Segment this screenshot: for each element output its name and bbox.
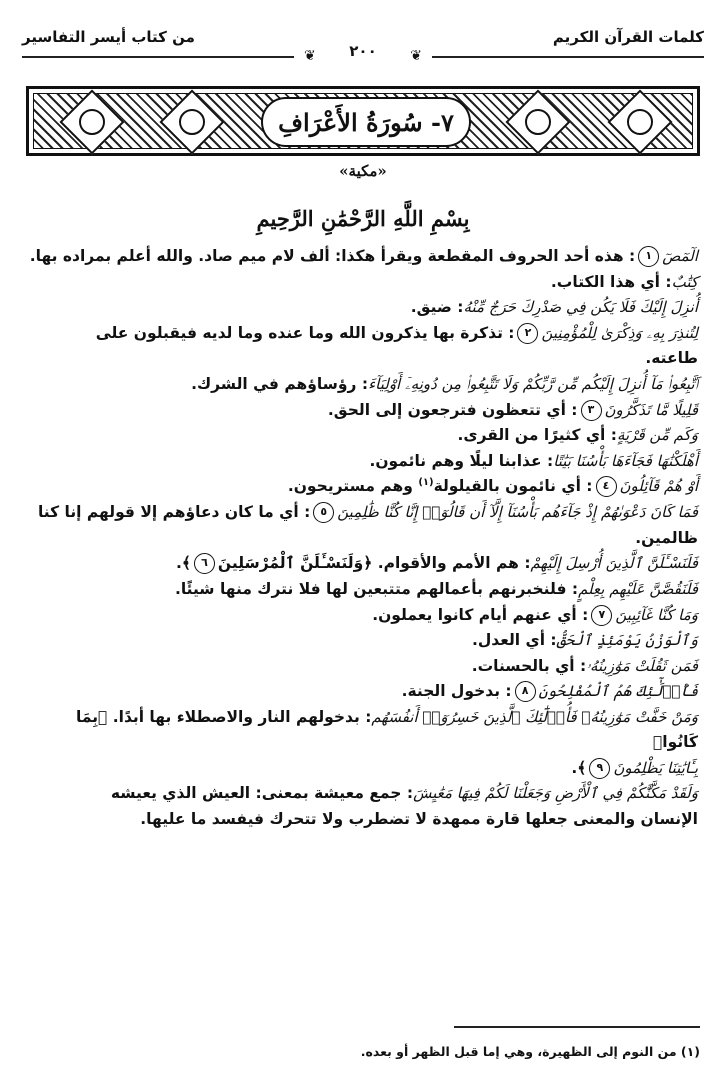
glossary-entry	[26, 398, 698, 423]
explanation-text: : أي بالحسنات.	[471, 656, 587, 675]
verse-quote: كِتَٰبٌ	[671, 272, 698, 291]
glossary-entry	[26, 705, 698, 755]
explanation-text: ﴾.	[175, 554, 191, 573]
explanation-text: ظالمين.	[635, 528, 698, 547]
verse-quote: وَمَا كُنَّا غَآئِبِينَ	[615, 605, 698, 624]
verse-quote: أَهْلَكْنَٰهَا فَجَآءَهَا بَأْسُنَا بَيَٰتًا	[553, 451, 698, 470]
explanation-text: : جمع معيشة بمعنى: العيش الذي يعيشه	[110, 784, 414, 803]
surah-title: ٧- سُورَةُ الأَعْرَافِ	[261, 97, 471, 147]
glossary-entry	[26, 474, 698, 499]
basmala: بِسْمِ اللَّهِ الرَّحْمَٰنِ الرَّحِيمِ	[256, 206, 470, 231]
glossary-entry	[26, 654, 698, 679]
explanation-text: : أي ما كان دعاؤهم إلا قولهم إنا كنا	[37, 503, 311, 522]
page-number: ٢٠٠	[349, 42, 377, 60]
glossary-entry	[26, 270, 698, 295]
explanation-text: ﴾.	[571, 758, 587, 777]
glossary-entry	[26, 807, 698, 832]
explanation-text: : أي عنهم أيام كانوا يعملون.	[372, 605, 589, 624]
footnote-rule	[454, 1026, 700, 1028]
verse-quote: فَمَن ثَقُلَتْ مَوَٰزِينُهُۥ	[586, 656, 698, 675]
explanation-text: : عذابنا ليلًا وهم نائمون.	[369, 451, 554, 470]
explanation-text: وهم مستريحون.	[287, 477, 419, 496]
explanation-text: : بدخولهم النار والاصطلاء بها أبدًا. ﴿بِمَا كَانُوا۟	[76, 707, 698, 752]
explanation-text: : تذكرة بها يذكرون الله وما عنده وما لديه فيقبلون على	[95, 323, 515, 342]
verse-number-icon: ٩	[589, 758, 610, 779]
explanation-text: : فلنخبرنهم بأعمالهم متتبعين لها فلا نترك منها شيئًا.	[174, 579, 579, 598]
surah-type: «مكية»	[339, 162, 387, 180]
verse-quote: لِتُنذِرَ بِهِۦ وَذِكْرَىٰ لِلْمُؤْمِنِينَ	[541, 323, 698, 342]
verse-quote: فَأُو۟لَٰٓئِكَ هُمُ ٱلْمُفْلِحُونَ	[538, 682, 698, 701]
glossary-entry	[26, 526, 698, 551]
explanation-text: : أي كثيرًا من القرى.	[457, 426, 617, 445]
ornament-right-icon: ❦	[410, 48, 422, 64]
glossary-entry	[26, 346, 698, 371]
running-head-source: من كتاب أيسر التفاسير	[22, 28, 195, 46]
footnote: (١) من النوم إلى الظهيرة، وهي إما قبل الظهر أو بعده.	[360, 1044, 700, 1059]
footnote-marker: (١)	[418, 477, 434, 489]
explanation-text: : هذه أحد الحروف المقطعة ويقرأ هكذا: ألف لام ميم صاد. والله أعلم بمراده بها.	[29, 247, 636, 265]
explanation-text: الإنسان والمعنى جعلها قارة ممهدة لا تضطرب ولا تتحرك فيفسد ما عليها.	[140, 809, 698, 828]
verse-quote: فَمَا كَانَ دَعْوَىٰهُمْ إِذْ جَآءَهُم بَأْسُنَآ إِلَّآ أَن قَالُوٓا۟ إِنَّا كُنَّا ظَٰلِمِينَ	[337, 503, 698, 522]
glossary-entry	[26, 295, 698, 320]
explanation-text: : أي نائمون بالقيلولة	[433, 477, 593, 496]
glossary-entry	[26, 449, 698, 474]
verse-quote: وَمَنْ خَفَّتْ مَوَٰزِينُهُۥ فَأُو۟لَٰٓئِكَ ٱلَّذِينَ خَسِرُوٓا۟ أَنفُسَهُم	[371, 707, 698, 726]
explanation-text: : ضيق.	[410, 298, 464, 317]
verse-quote: فَلَنَقُصَّنَّ عَلَيْهِم بِعِلْمٍ	[578, 579, 698, 598]
surah-banner	[26, 86, 700, 156]
glossary-entry	[26, 372, 698, 397]
glossary-entry	[26, 321, 698, 346]
verse-number-icon: ٦	[194, 553, 215, 574]
verse-number-icon: ٨	[515, 681, 536, 702]
glossary-entry	[26, 679, 698, 704]
verse-number-icon: ٧	[591, 605, 612, 626]
explanation-text: : أي تتعظون فترجعون إلى الحق.	[327, 400, 578, 419]
verse-number-icon: ٥	[313, 502, 334, 523]
glossary-entry	[26, 500, 698, 525]
explanation-text: : أي هذا الكتاب.	[550, 272, 672, 291]
explanation-text: : رؤساؤهم في الشرك.	[191, 375, 369, 394]
verse-quote: أَوْ هُمْ قَآئِلُونَ	[619, 477, 698, 496]
glossary-body	[26, 244, 698, 833]
glossary-entry	[26, 603, 698, 628]
verse-quote: وَلَقَدْ مَكَّنَّٰكُمْ فِي ٱلْأَرْضِ وَجَعَلْنَا لَكُمْ فِيهَا مَعَٰيِشَ	[413, 784, 698, 803]
glossary-entry	[26, 756, 698, 781]
verse-quote: فَلَنَسْـَٔلَنَّ ٱلَّذِينَ أُرْسِلَ إِلَيْهِمْ	[530, 554, 698, 573]
glossary-entry	[26, 577, 698, 602]
glossary-entry	[26, 551, 698, 576]
explanation-text: طاعته.	[645, 349, 698, 368]
verse-number-icon: ٣	[581, 400, 602, 421]
ornament-left-icon: ❦	[304, 48, 316, 64]
verse-number-icon: ٤	[596, 476, 617, 497]
verse-quote: وَٱلْوَزْنُ يَوْمَئِذٍ ٱلْحَقُّ	[556, 631, 698, 650]
verse-quote: أُنزِلَ إِلَيْكَ فَلَا يَكُن فِي صَدْرِكَ حَرَجٌ مِّنْهُ	[463, 298, 698, 317]
verse-quote: وَكَم مِّن قَرْيَةٍ	[616, 426, 698, 445]
explanation-text: : أي العدل.	[471, 631, 557, 650]
glossary-entry	[26, 628, 698, 653]
glossary-entry	[26, 423, 698, 448]
verse-quote: ٱتَّبِعُوا۟ مَآ أُنزِلَ إِلَيْكُم مِّن رَّبِّكُمْ وَلَا تَتَّبِعُوا۟ مِن دُونِهِۦٓ أَوْلِيَآءَ	[368, 375, 698, 394]
verse-number-icon: ٢	[517, 323, 538, 344]
explanation-text: : هم الأمم والأقوام. ﴿وَلَنَسْـَٔلَنَّ ٱلْمُرْسَلِينَ	[217, 554, 531, 573]
glossary-entry	[26, 781, 698, 806]
verse-number-icon: ١	[638, 246, 659, 267]
glossary-entry	[26, 244, 698, 269]
explanation-text: : بدخول الجنة.	[401, 682, 512, 701]
verse-quote: قَلِيلًا مَّا تَذَكَّرُونَ	[604, 400, 698, 419]
running-head-book-title: كلمات القرآن الكريم	[552, 28, 704, 46]
verse-quote: بِـَٔايَٰتِنَا يَظْلِمُونَ	[613, 758, 698, 777]
verse-quote: الٓمٓصٓ	[662, 247, 698, 265]
